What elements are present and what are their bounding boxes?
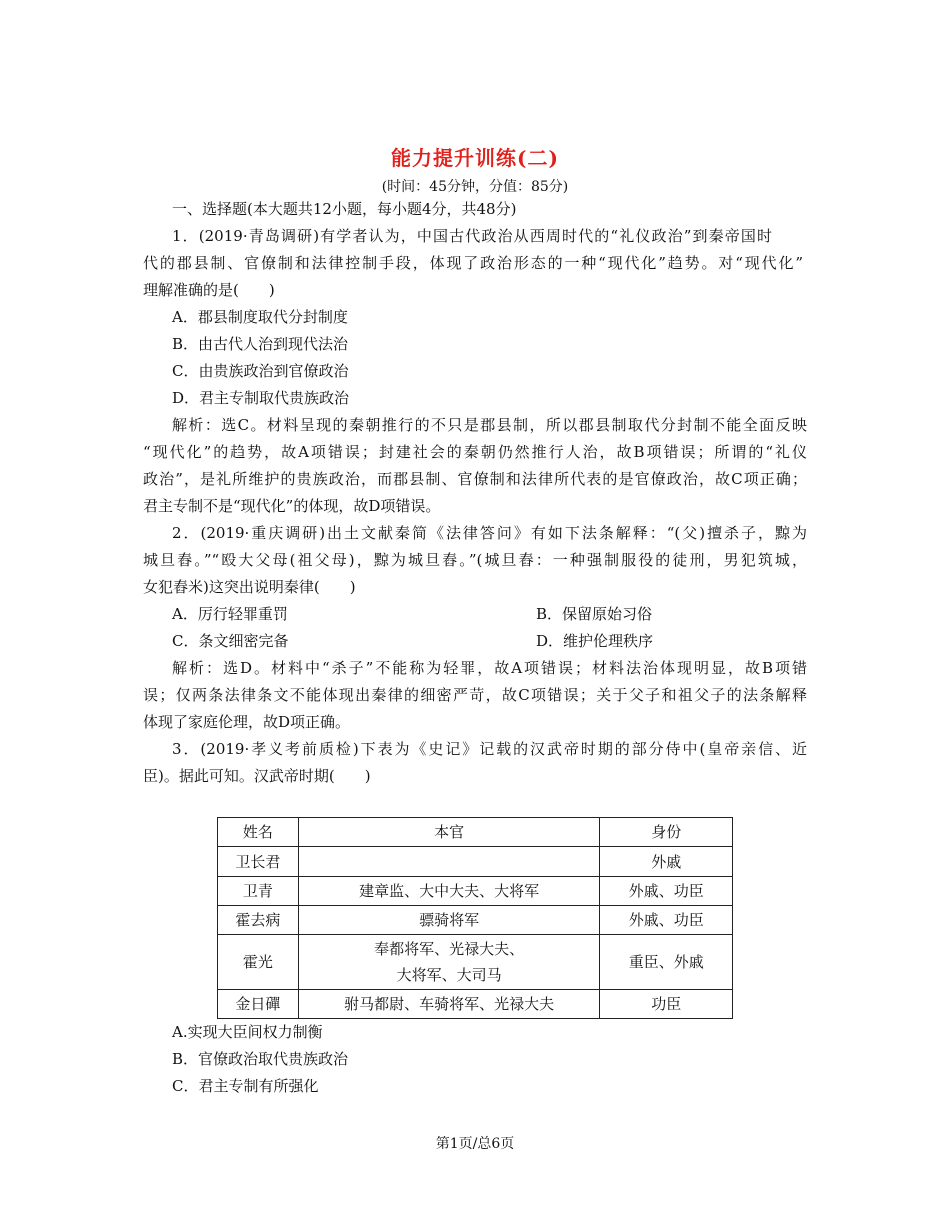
q2-option-c: C．条文细密完备 xyxy=(172,632,289,650)
table-row xyxy=(218,935,733,990)
cell-office: 驸马都尉、车骑将军、光禄大夫 xyxy=(298,990,600,1019)
q2-stem-line: 2．(2019·重庆调研)出土文献秦简《法律答问》有如下法条解释：“(父)擅杀子，黥为 xyxy=(172,524,807,542)
q3-option-a: A.实现大臣间权力制衡 xyxy=(172,1023,323,1041)
q1-stem-line: 1．(2019·青岛调研)有学者认为，中国古代政治从西周时代的“礼仪政治”到秦帝国时 xyxy=(172,227,772,245)
table-row xyxy=(218,847,733,877)
cell-office-line: 大将军、大司马 xyxy=(396,966,502,984)
table-header-row xyxy=(218,818,733,847)
q1-analysis-line: 政治”，是礼所维护的贵族政治，而郡县制、官僚制和法律所代表的是官僚政治，故C项正确； xyxy=(143,470,807,488)
cell-identity: 重臣、外戚 xyxy=(600,935,733,990)
cell-office xyxy=(298,847,600,877)
q2-stem-line: 城旦舂。”“殴大父母(祖父母)，黥为城旦舂。”(城旦舂：一种强制服役的徒刑，男犯筑城， xyxy=(143,551,807,569)
q2-analysis-line: 误；仅两条法律条文不能体现出秦律的细密严苛，故C项错误；关于父子和祖父子的法条解释 xyxy=(143,686,807,704)
cell-name: 卫青 xyxy=(218,877,299,906)
q1-analysis-line: 解析：选C。材料呈现的秦朝推行的不只是郡县制，所以郡县制取代分封制不能全面反映 xyxy=(172,416,807,434)
header-office: 本官 xyxy=(298,818,600,847)
cell-name: 霍光 xyxy=(218,935,299,990)
q1-stem-line: 理解准确的是( ) xyxy=(143,281,275,299)
table-row xyxy=(218,990,733,1019)
q1-option-a: A．郡县制度取代分封制度 xyxy=(172,308,348,326)
cell-identity: 功臣 xyxy=(600,990,733,1019)
q1-analysis-line: 君主专制不是“现代化”的体现，故D项错误。 xyxy=(143,497,441,515)
cell-name: 霍去病 xyxy=(218,906,299,935)
cell-office: 骠骑将军 xyxy=(298,906,600,935)
q1-stem-line: 代的郡县制、官僚制和法律控制手段，体现了政治形态的一种“现代化”趋势。对“现代化” xyxy=(143,254,803,272)
q1-option-d: D．君主专制取代贵族政治 xyxy=(172,389,350,407)
cell-office xyxy=(298,935,600,990)
cell-identity: 外戚、功臣 xyxy=(600,906,733,935)
cell-office: 建章监、大中大夫、大将军 xyxy=(298,877,600,906)
q2-stem-line: 女犯舂米)这突出说明秦律( ) xyxy=(143,578,356,596)
cell-name: 卫长君 xyxy=(218,847,299,877)
q2-option-d: D．维护伦理秩序 xyxy=(536,632,654,650)
section-heading: 一、选择题(本大题共12小题，每小题4分，共48分) xyxy=(172,200,517,218)
page-title: 能力提升训练(二) xyxy=(391,146,559,170)
q1-option-c: C．由贵族政治到官僚政治 xyxy=(172,362,349,380)
cell-office-line: 奉都将军、光禄大夫、 xyxy=(374,940,525,958)
q2-analysis-line: 体现了家庭伦理，故D项正确。 xyxy=(143,713,351,731)
q3-option-b: B．官僚政治取代贵族政治 xyxy=(172,1050,349,1068)
page-subtitle: (时间：45分钟，分值：85分) xyxy=(381,179,569,195)
header-identity: 身份 xyxy=(600,818,733,847)
table-row xyxy=(218,877,733,906)
header-name: 姓名 xyxy=(218,818,299,847)
cell-identity: 外戚、功臣 xyxy=(600,877,733,906)
q1-analysis-line: “现代化”的趋势，故A项错误；封建社会的秦朝仍然推行人治，故B项错误；所谓的“礼仪 xyxy=(143,443,807,461)
cell-name: 金日磾 xyxy=(218,990,299,1019)
q1-option-b: B．由古代人治到现代法治 xyxy=(172,335,349,353)
q3-option-c: C．君主专制有所强化 xyxy=(172,1077,319,1095)
table-row xyxy=(218,906,733,935)
officials-table xyxy=(217,817,733,1019)
q2-option-a: A．厉行轻罪重罚 xyxy=(172,605,288,623)
q2-option-b: B．保留原始习俗 xyxy=(536,605,653,623)
q3-stem-line: 3．(2019·孝义考前质检)下表为《史记》记载的汉武帝时期的部分侍中(皇帝亲信、近 xyxy=(172,740,807,758)
q2-analysis-line: 解析：选D。材料中“杀子”不能称为轻罪，故A项错误；材料法治体现明显，故B项错 xyxy=(172,659,807,677)
q3-stem-line: 臣)。据此可知。汉武帝时期( ) xyxy=(143,767,371,785)
page-footer: 第1页/总6页 xyxy=(435,1136,515,1152)
cell-identity: 外戚 xyxy=(600,847,733,877)
